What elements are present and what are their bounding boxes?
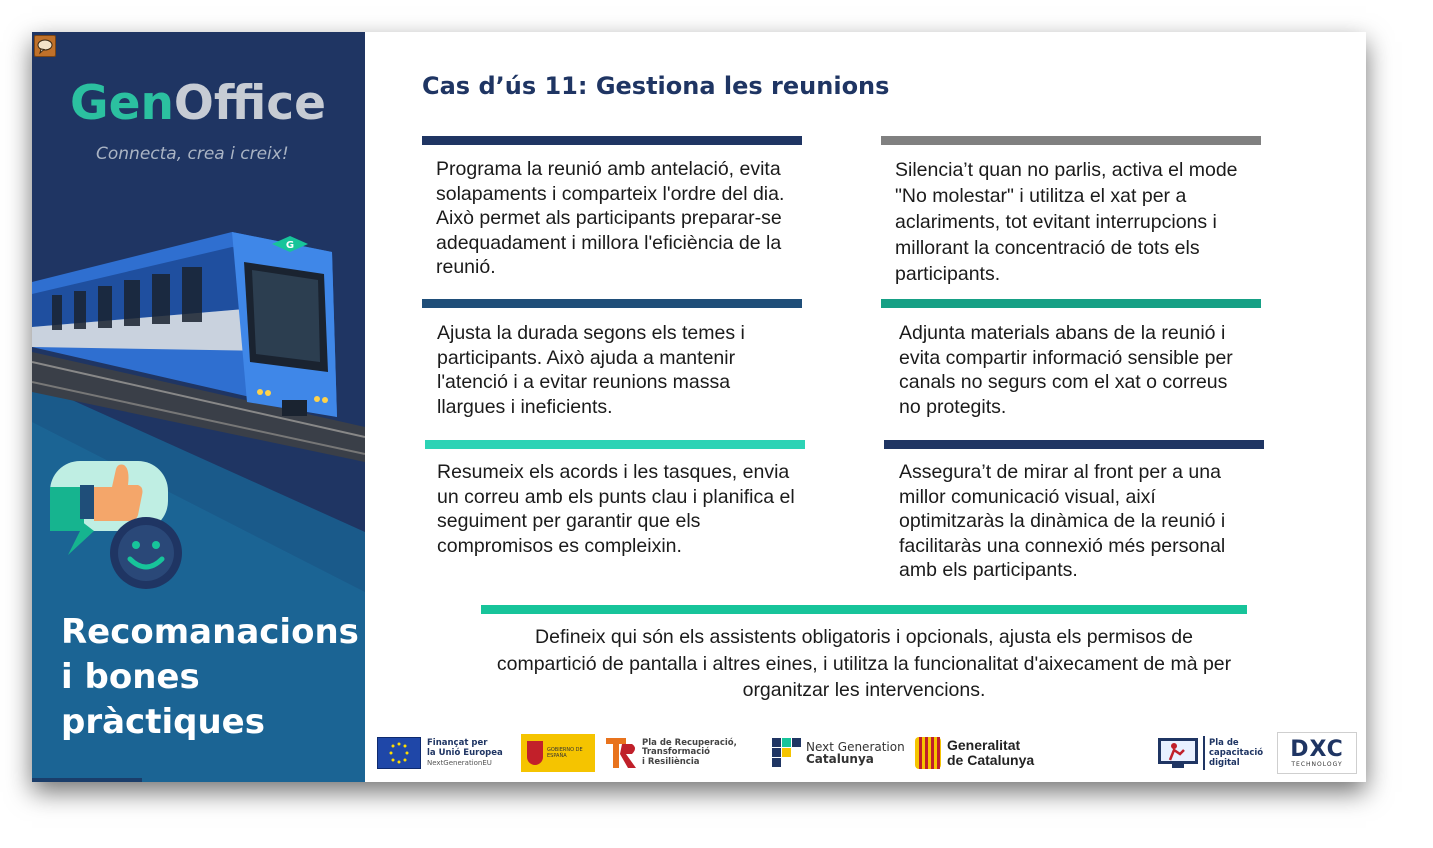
svg-text:G: G: [285, 240, 295, 251]
card-text: Programa la reunió amb antelació, evita solapaments i comparteix l'ordre del dia. Això permet als participants preparar-se adequadament i millora l'eficiència de la reunió.: [436, 158, 785, 278]
pla-capacitacio-digital-logo: [1156, 732, 1263, 774]
generalitat-text: Generalitat: [947, 737, 1021, 753]
final-bar: [481, 605, 1247, 614]
prtr-logo: [606, 732, 737, 774]
gob-text: GOBIERNO DE ESPAÑA: [547, 747, 583, 759]
spain-shield-icon: [527, 741, 543, 765]
slide: [32, 32, 1366, 782]
final-text: Defineix qui són els assistents obligatoris i opcionals, ajusta els permisos de compartició de pantalla i altres eines, i utilitza la funcionalitat d'aixecament de mà per organitzar les intervencions.: [496, 626, 1232, 701]
pla-text: Pla de: [1209, 738, 1239, 748]
card-text: Ajusta la durada segons els temes i participants. Això ajuda a mantenir l'atenció i a evitar reunions massa llargues i ineficients.: [437, 322, 745, 418]
card-bar: [881, 299, 1261, 308]
eu-funding-logo: [377, 732, 503, 774]
computer-user-icon: [1156, 736, 1200, 770]
train-illustration: [32, 222, 365, 462]
eu-flag-icon: [377, 737, 421, 769]
prtr-text: i Resiliència: [642, 756, 700, 767]
generalitat-catalunya-logo: [915, 732, 1034, 774]
prtr-mark-icon: [606, 736, 638, 770]
panel-title: [61, 610, 361, 745]
ngc-text: Catalunya: [806, 752, 874, 766]
card-bar: [425, 440, 805, 449]
thumbs-up-feedback-icon: [46, 457, 186, 597]
card-text: Silencia’t quan no parlis, activa el mode "No molestar" i utilitza el xat per a aclariments, tot evitant interrupcions i millorant la concentració de tots els participants.: [895, 159, 1238, 285]
senyera-icon: [915, 737, 941, 769]
panel-title-line: pràctiques: [61, 702, 265, 742]
gobierno-espana-logo: [521, 732, 595, 774]
card-bar: [422, 136, 802, 145]
card-bar: [422, 299, 802, 308]
card-text: Assegura’t de mirar al front per a una millor comunicació visual, així optimitzaràs la dinàmica de la reunió i facilitaràs una connexió més personal amb els participants.: [899, 461, 1226, 581]
card-bar: [881, 136, 1261, 145]
comment-icon[interactable]: [34, 35, 56, 57]
panel-title-line: Recomanacions: [61, 612, 359, 652]
logo-text-gen: Gen: [70, 76, 174, 131]
panel-title-line: i bones: [61, 657, 200, 697]
prtr-text: Pla de Recuperació,: [642, 737, 737, 748]
logo-text-office: Office: [173, 76, 327, 131]
dxc-subtext: TECHNOLOGY: [1291, 760, 1343, 768]
card-text: Adjunta materials abans de la reunió i evita compartir informació sensible per canals no segurs com el xat o correus no protegits.: [899, 322, 1233, 418]
left-panel: [32, 32, 365, 782]
ngc-text: Next Generation: [806, 740, 905, 754]
next-generation-catalunya-logo: [772, 732, 905, 774]
pla-text: digital: [1209, 758, 1240, 768]
prtr-text: Transformació: [642, 747, 711, 758]
dxc-text: DXC: [1290, 736, 1344, 762]
pla-text: capacitació: [1209, 748, 1264, 758]
tagline: Connecta, crea i creix!: [96, 144, 289, 164]
panel-bottom-strip: [32, 778, 142, 782]
card-text: Resumeix els acords i les tasques, envia un correu amb els punts clau i planifica el seguiment per garantir que els compromisos es compleixin.: [437, 461, 795, 557]
ngc-squares-icon: [772, 738, 802, 768]
dxc-technology-logo: [1277, 732, 1357, 774]
page-title: Cas d’ús 11: Gestiona les reunions: [422, 72, 890, 100]
card-bar: [884, 440, 1264, 449]
genoffice-logo: [70, 76, 327, 131]
eu-text: NextGenerationEU: [427, 759, 492, 767]
eu-text: Finançat per: [427, 738, 488, 748]
generalitat-text: de Catalunya: [947, 752, 1035, 768]
eu-text: la Unió Europea: [427, 748, 503, 758]
